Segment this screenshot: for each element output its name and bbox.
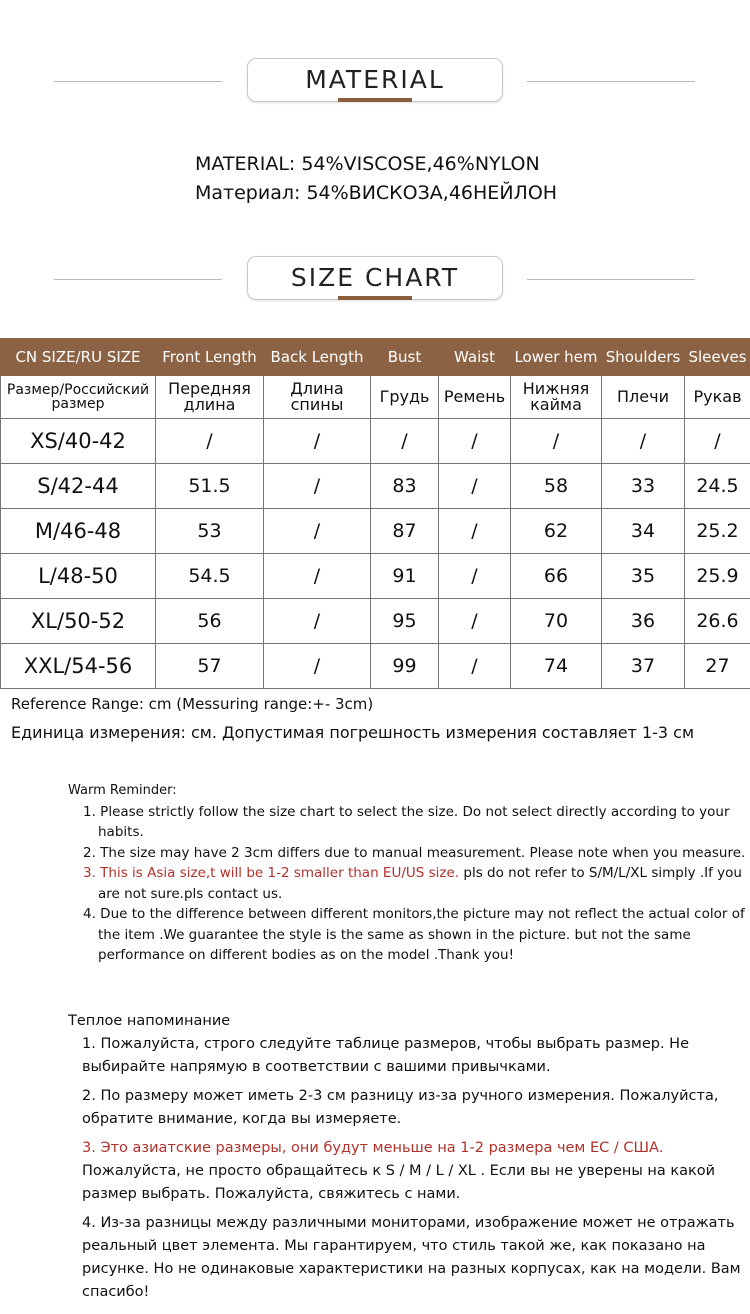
table-row bbox=[1, 599, 750, 644]
table-cell: / bbox=[264, 554, 371, 599]
table-cell: 25.9 bbox=[685, 554, 750, 599]
material-ru bbox=[195, 182, 557, 204]
divider-right bbox=[527, 279, 695, 280]
col-header: Bust bbox=[371, 339, 439, 376]
accent-bar bbox=[338, 98, 412, 102]
table-cell: / bbox=[602, 419, 685, 464]
table-row bbox=[1, 554, 750, 599]
reminder-item bbox=[68, 863, 748, 904]
table-cell: / bbox=[439, 554, 511, 599]
table-cell: 70 bbox=[511, 599, 602, 644]
table-cell: / bbox=[439, 419, 511, 464]
col-header-ru: Передняя длина bbox=[156, 376, 264, 419]
reminder-item-text: Пожалуйста, не просто обращайтесь к S / M / L / XL . Если вы не уверены на какой размер выбрать. Пожалуйста, свяжитесь с нами. bbox=[82, 1163, 716, 1202]
reminder-warning-text: 3. Это азиатские размеры, они будут меньше на 1-2 размера чем ЕС / США. bbox=[82, 1140, 664, 1156]
table-row bbox=[1, 509, 750, 554]
material-ru-value: 54%ВИСКОЗА,46НЕЙЛОН bbox=[306, 182, 558, 204]
reminder-title: Теплое напоминание bbox=[68, 1013, 231, 1029]
size-table bbox=[0, 338, 750, 689]
table-cell: L/48-50 bbox=[1, 554, 156, 599]
table-row bbox=[1, 644, 750, 689]
col-header-ru: Рукав bbox=[685, 376, 750, 419]
table-cell: M/46-48 bbox=[1, 509, 156, 554]
table-cell: XXL/54-56 bbox=[1, 644, 156, 689]
reminder-warning-text: 3. This is Asia size,t will be 1-2 smaller than EU/US size. bbox=[83, 865, 460, 881]
material-en-label: MATERIAL: bbox=[195, 153, 296, 175]
table-cell: 66 bbox=[511, 554, 602, 599]
reminder-item bbox=[68, 1137, 748, 1206]
col-header-ru: Нижняя кайма bbox=[511, 376, 602, 419]
col-header-ru: Ремень bbox=[439, 376, 511, 419]
table-cell: 54.5 bbox=[156, 554, 264, 599]
reference-range-en: Reference Range: cm (Messuring range:+- 3cm) bbox=[11, 695, 374, 713]
table-cell: / bbox=[264, 599, 371, 644]
col-header: Front Length bbox=[156, 339, 264, 376]
table-cell: / bbox=[264, 644, 371, 689]
reminder-item: 1. Пожалуйста, строго следуйте таблице размеров, чтобы выбрать размер. Не выбирайте напрямую в соответствии с вашими привычками. bbox=[82, 1036, 690, 1075]
table-cell: 53 bbox=[156, 509, 264, 554]
table-cell: / bbox=[156, 419, 264, 464]
col-header: Back Length bbox=[264, 339, 371, 376]
warm-reminder-ru bbox=[68, 1010, 748, 1304]
table-cell: 74 bbox=[511, 644, 602, 689]
divider-right bbox=[527, 81, 695, 82]
table-row bbox=[1, 419, 750, 464]
col-header-ru: Размер/Российский размер bbox=[1, 376, 156, 419]
table-cell: 34 bbox=[602, 509, 685, 554]
table-cell: 51.5 bbox=[156, 464, 264, 509]
material-ru-label: Материал: bbox=[195, 182, 301, 204]
reminder-item: 2. По размеру может иметь 2-3 см разницу из-за ручного измерения. Пожалуйста, обратите внимание, когда вы измеряете. bbox=[82, 1088, 719, 1127]
accent-bar bbox=[338, 296, 412, 300]
reminder-item: 2. The size may have 2 3cm differs due to manual measurement. Please note when you measure. bbox=[83, 844, 746, 861]
table-cell: / bbox=[439, 509, 511, 554]
reminder-item: 4. Due to the difference between different monitors,the picture may not reflect the actual color of the item .We guarantee the style is the same as shown in the picture. but not the same performance on different bodies as on the model .Thank you! bbox=[83, 906, 745, 963]
table-cell: / bbox=[685, 419, 750, 464]
table-cell: 57 bbox=[156, 644, 264, 689]
table-cell: / bbox=[439, 599, 511, 644]
table-cell: / bbox=[511, 419, 602, 464]
material-title: MATERIAL bbox=[247, 58, 503, 102]
table-cell: 95 bbox=[371, 599, 439, 644]
table-cell: 91 bbox=[371, 554, 439, 599]
table-header-en bbox=[1, 339, 750, 376]
col-header: Lower hem bbox=[511, 339, 602, 376]
table-cell: 33 bbox=[602, 464, 685, 509]
table-cell: 99 bbox=[371, 644, 439, 689]
table-cell: 27 bbox=[685, 644, 750, 689]
table-row bbox=[1, 464, 750, 509]
table-cell: 87 bbox=[371, 509, 439, 554]
reminder-item-text: pls do not refer to S/M/L/XL simply .If you are not sure.pls contact us. bbox=[98, 865, 742, 902]
col-header: Sleeves bbox=[685, 339, 750, 376]
table-cell: 24.5 bbox=[685, 464, 750, 509]
table-cell: / bbox=[439, 464, 511, 509]
table-cell: 62 bbox=[511, 509, 602, 554]
divider-left bbox=[54, 279, 222, 280]
size-chart-section-header bbox=[0, 256, 750, 304]
col-header: Waist bbox=[439, 339, 511, 376]
col-header-ru: Длина спины bbox=[264, 376, 371, 419]
col-header: Shoulders bbox=[602, 339, 685, 376]
warm-reminder-en bbox=[68, 781, 748, 966]
table-cell: 58 bbox=[511, 464, 602, 509]
reminder-item: 4. Из-за разницы между различными мониторами, изображение может не отражать реальный цвет элемента. Мы гарантируем, что стиль такой же, как показано на рисунке. Но не одинаковые характеристики на разных корпусах, как на модели. Вам спасибо! bbox=[82, 1215, 741, 1300]
table-cell: 35 bbox=[602, 554, 685, 599]
col-header: CN SIZE/RU SIZE bbox=[1, 339, 156, 376]
table-cell: XL/50-52 bbox=[1, 599, 156, 644]
material-section-header bbox=[0, 58, 750, 106]
size-chart-title: SIZE CHART bbox=[247, 256, 503, 300]
table-header-ru bbox=[1, 376, 750, 419]
table-cell: 83 bbox=[371, 464, 439, 509]
table-cell: XS/40-42 bbox=[1, 419, 156, 464]
table-cell: / bbox=[371, 419, 439, 464]
col-header-ru: Грудь bbox=[371, 376, 439, 419]
material-en-value: 54%VISCOSE,46%NYLON bbox=[301, 153, 540, 175]
reference-range-ru: Единица измерения: см. Допустимая погрешность измерения составляет 1-3 см bbox=[11, 723, 695, 742]
table-cell: 37 bbox=[602, 644, 685, 689]
table-cell: / bbox=[439, 644, 511, 689]
reminder-item: 1. Please strictly follow the size chart to select the size. Do not select directly according to your habits. bbox=[83, 803, 730, 840]
table-cell: S/42-44 bbox=[1, 464, 156, 509]
table-cell: / bbox=[264, 509, 371, 554]
divider-left bbox=[54, 81, 222, 82]
table-cell: / bbox=[264, 419, 371, 464]
table-cell: 36 bbox=[602, 599, 685, 644]
table-cell: 56 bbox=[156, 599, 264, 644]
table-cell: 25.2 bbox=[685, 509, 750, 554]
table-cell: 26.6 bbox=[685, 599, 750, 644]
reminder-title: Warm Reminder: bbox=[68, 783, 177, 798]
material-en bbox=[195, 153, 540, 175]
table-cell: / bbox=[264, 464, 371, 509]
col-header-ru: Плечи bbox=[602, 376, 685, 419]
